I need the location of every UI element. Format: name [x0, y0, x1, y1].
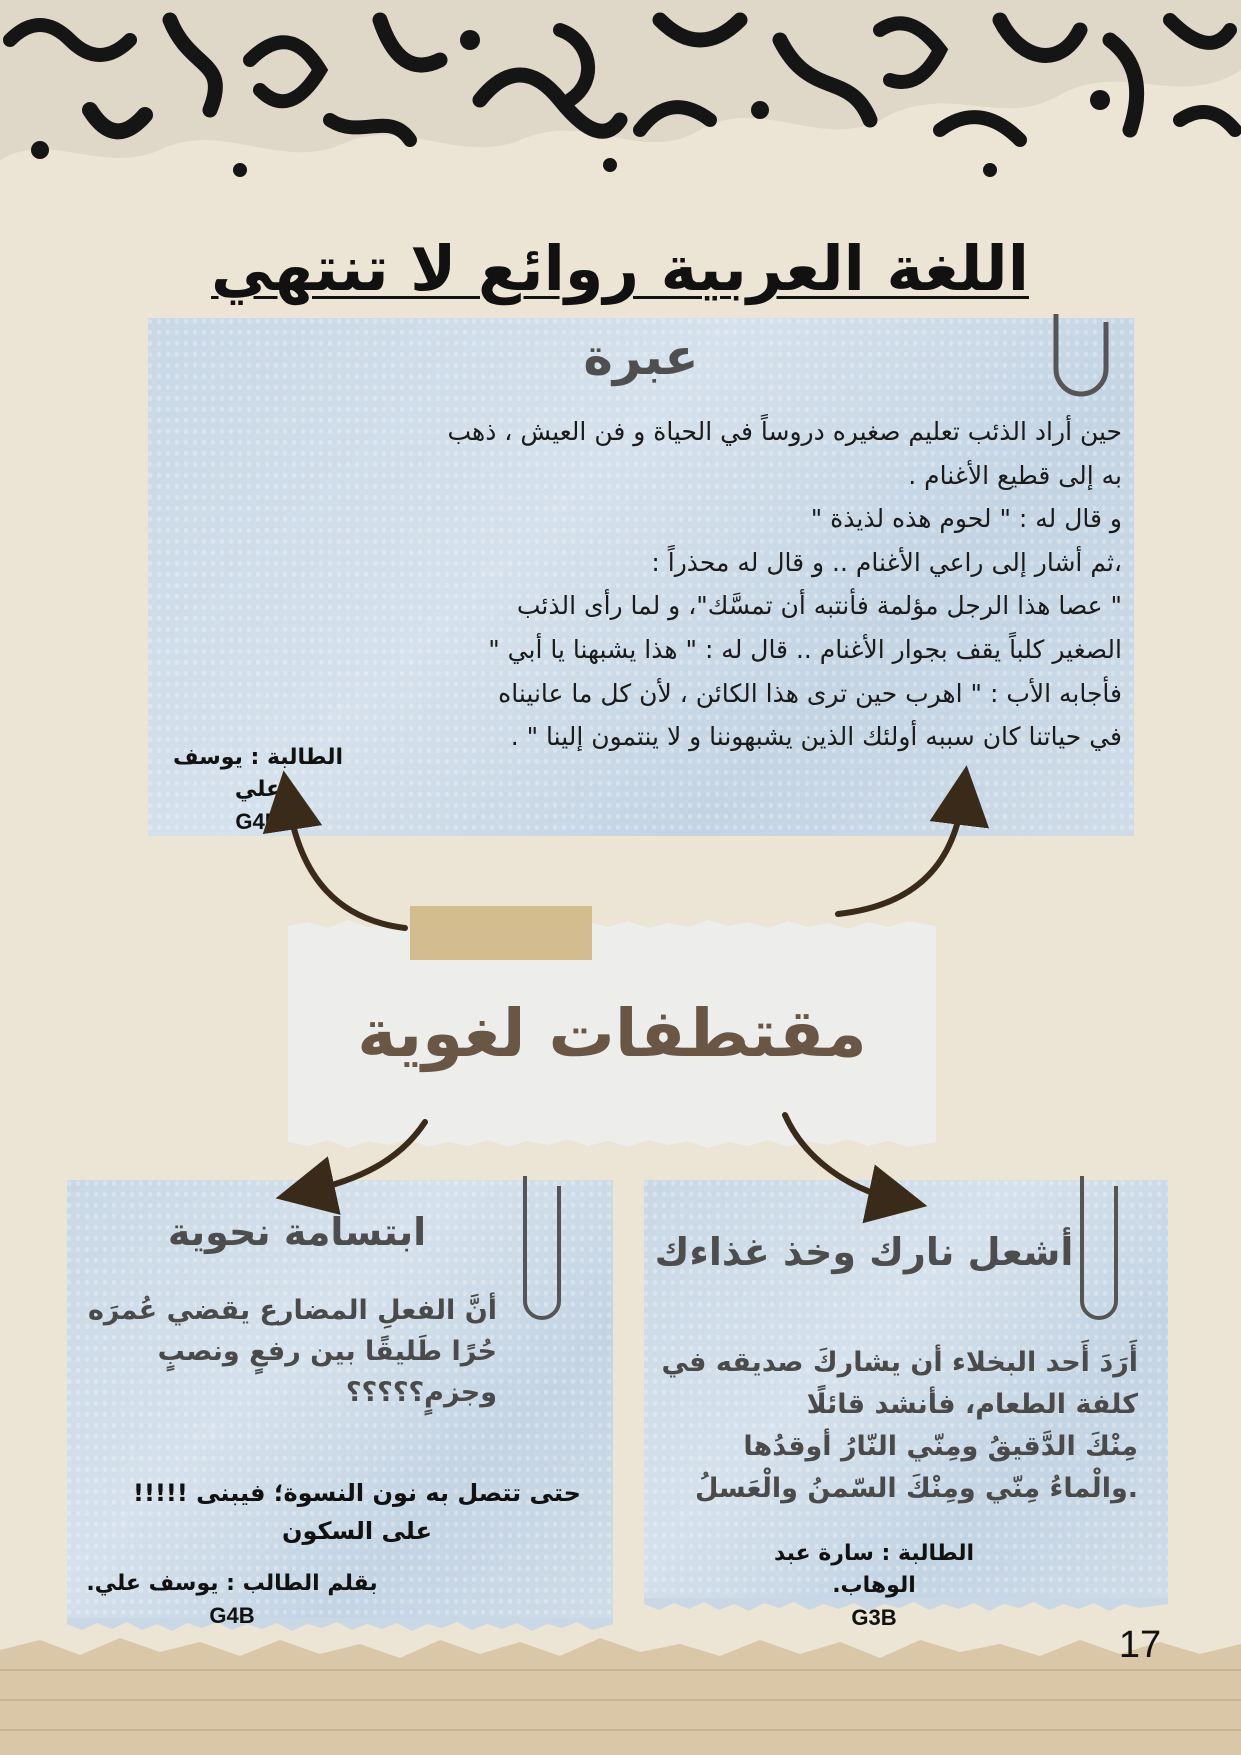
center-label: مقتطفات لغوية: [357, 995, 867, 1072]
joke-text: [77, 1290, 497, 1413]
story-author: الطالبة : يوسف علي: [172, 745, 344, 802]
joke-card: [67, 1180, 613, 1628]
story-line: به إلى قطيع الأغنام .: [908, 460, 1122, 490]
joke-title: ابتسامة نحوية: [167, 1210, 427, 1254]
calligraphy-header-decoration: [0, 0, 1241, 185]
joke-line: وجزمٍ؟؟؟؟؟: [345, 1377, 497, 1408]
story-class-code: G4B: [235, 809, 281, 834]
page-title: اللغة العربية روائع لا تنتهي: [211, 231, 1029, 305]
joke-ending: [127, 1474, 587, 1550]
story-line: و قال له : " لحوم هذه لذيذة ": [810, 504, 1122, 534]
joke-ending-line: على السكون: [282, 1517, 432, 1545]
poem-text: [658, 1342, 1138, 1510]
story-line: " عصا هذا الرجل مؤلمة فأنتبه أن تمسَّك"، و لما رأى الذئب: [516, 591, 1122, 621]
poem-class-code: G3B: [851, 1605, 897, 1630]
joke-author: بقلم الطالب : يوسف علي.: [86, 1571, 378, 1596]
torn-edge-bottom: [288, 1134, 936, 1150]
poem-line: .والْماءُ مِنّي ومِنْكَ السّمنُ والْعَسلُ: [694, 1473, 1138, 1504]
torn-edge-top: [288, 918, 936, 934]
poem-line: كلفة الطعام، فأنشد قائلًا: [806, 1389, 1138, 1420]
tape-strip: [410, 906, 592, 960]
story-card: [148, 318, 1134, 836]
story-signature: [148, 742, 368, 838]
joke-ending-line: حتى تتصل به نون النسوة؛ فيبنى !!!!!: [133, 1479, 581, 1507]
poem-title: أشعل نارك وخذ غذاءك: [654, 1230, 1074, 1274]
joke-class-code: G4B: [209, 1603, 255, 1628]
story-title: عبرة: [583, 328, 699, 386]
poem-author: الطالبة : سارة عبد الوهاب.: [773, 1541, 975, 1598]
poem-line: مِنْكَ الدَّقيقُ ومِنّي النّارُ أوقدُها: [743, 1431, 1138, 1462]
story-line: في حياتنا كان سببه أولئك الذين يشبهوننا و لا ينتمون إلينا " .: [510, 722, 1122, 752]
poem-line: أَرَدَ أَحد البخلاء أن يشاركَ صديقه في: [661, 1347, 1138, 1378]
poem-card: [644, 1180, 1168, 1630]
story-line: ،ثم أشار إلى راعي الأغنام .. و قال له محذراً :: [651, 547, 1122, 577]
joke-line: حُرًا طَليقًا بين رفعٍ ونصبٍ: [157, 1336, 497, 1367]
story-line: الصغير كلباً يقف بجوار الأغنام .. قال له : " هذا يشبهنا يا أبي ": [488, 634, 1122, 664]
torn-paper-footer-decoration: [0, 1610, 1241, 1755]
paperclip-icon: [1074, 1176, 1124, 1326]
joke-line: أنَّ الفعلِ المضارع يقضي عُمرَه: [87, 1295, 497, 1326]
page-number: 17: [1118, 1624, 1162, 1666]
paperclip-icon: [517, 1176, 567, 1326]
story-line: فأجابه الأب : " اهرب حين ترى هذا الكائن ، لأن كل ما عانيناه: [498, 678, 1122, 708]
story-line: حين أراد الذئب تعليم صغيره دروساً في الحياة و فن العيش ، ذهب: [447, 417, 1122, 446]
story-text: [302, 410, 1122, 759]
